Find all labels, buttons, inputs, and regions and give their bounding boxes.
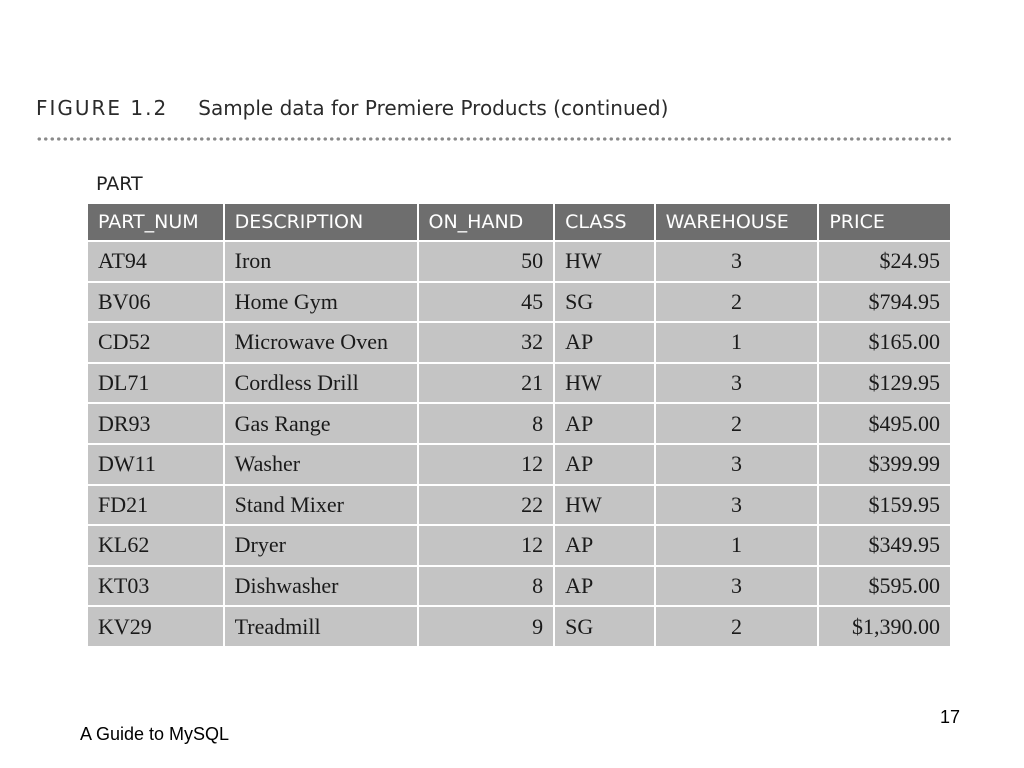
- cell-description: Microwave Oven: [224, 322, 418, 363]
- cell-warehouse: 2: [655, 282, 819, 323]
- table-body: [87, 241, 951, 647]
- cell-price: $495.00: [818, 403, 951, 444]
- cell-price: $349.95: [818, 525, 951, 566]
- table-row: [87, 241, 951, 282]
- cell-description: Cordless Drill: [224, 363, 418, 404]
- cell-warehouse: 3: [655, 444, 819, 485]
- cell-class: HW: [554, 241, 654, 282]
- cell-on-hand: 21: [418, 363, 555, 404]
- cell-class: SG: [554, 282, 654, 323]
- cell-part-num: KV29: [87, 606, 224, 647]
- cell-class: SG: [554, 606, 654, 647]
- cell-description: Iron: [224, 241, 418, 282]
- cell-price: $794.95: [818, 282, 951, 323]
- cell-part-num: DL71: [87, 363, 224, 404]
- cell-price: $159.95: [818, 485, 951, 526]
- cell-part-num: KL62: [87, 525, 224, 566]
- cell-warehouse: 3: [655, 485, 819, 526]
- column-header-part-num: PART_NUM: [87, 203, 224, 241]
- cell-part-num: DW11: [87, 444, 224, 485]
- cell-price: $129.95: [818, 363, 951, 404]
- cell-description: Gas Range: [224, 403, 418, 444]
- cell-price: $595.00: [818, 566, 951, 607]
- column-header-description: DESCRIPTION: [224, 203, 418, 241]
- part-table: [86, 202, 952, 648]
- table-row: [87, 525, 951, 566]
- column-header-on-hand: ON_HAND: [418, 203, 555, 241]
- table-row: [87, 444, 951, 485]
- table-row: [87, 403, 951, 444]
- cell-on-hand: 45: [418, 282, 555, 323]
- cell-warehouse: 3: [655, 566, 819, 607]
- dotted-divider: [36, 136, 954, 142]
- cell-class: HW: [554, 485, 654, 526]
- cell-price: $165.00: [818, 322, 951, 363]
- cell-class: HW: [554, 363, 654, 404]
- cell-price: $399.99: [818, 444, 951, 485]
- figure-header: [36, 96, 956, 128]
- cell-on-hand: 8: [418, 403, 555, 444]
- table-row: [87, 322, 951, 363]
- cell-warehouse: 2: [655, 403, 819, 444]
- table-title: PART: [96, 173, 143, 195]
- cell-class: AP: [554, 403, 654, 444]
- cell-price: $24.95: [818, 241, 951, 282]
- figure-caption: Sample data for Premiere Products (continued): [198, 96, 669, 120]
- column-header-warehouse: WAREHOUSE: [655, 203, 819, 241]
- cell-on-hand: 22: [418, 485, 555, 526]
- cell-on-hand: 12: [418, 444, 555, 485]
- cell-part-num: DR93: [87, 403, 224, 444]
- cell-part-num: AT94: [87, 241, 224, 282]
- cell-class: AP: [554, 566, 654, 607]
- cell-description: Washer: [224, 444, 418, 485]
- cell-part-num: FD21: [87, 485, 224, 526]
- column-header-class: CLASS: [554, 203, 654, 241]
- cell-description: Dishwasher: [224, 566, 418, 607]
- table-row: [87, 363, 951, 404]
- cell-part-num: KT03: [87, 566, 224, 607]
- cell-description: Stand Mixer: [224, 485, 418, 526]
- cell-class: AP: [554, 525, 654, 566]
- cell-description: Dryer: [224, 525, 418, 566]
- cell-class: AP: [554, 444, 654, 485]
- figure-label: FIGURE 1.2: [36, 96, 169, 120]
- cell-on-hand: 12: [418, 525, 555, 566]
- cell-on-hand: 9: [418, 606, 555, 647]
- cell-warehouse: 3: [655, 241, 819, 282]
- table-row: [87, 566, 951, 607]
- cell-description: Home Gym: [224, 282, 418, 323]
- column-header-price: PRICE: [818, 203, 951, 241]
- cell-on-hand: 8: [418, 566, 555, 607]
- cell-on-hand: 50: [418, 241, 555, 282]
- table-header-row: [87, 203, 951, 241]
- cell-part-num: BV06: [87, 282, 224, 323]
- table-row: [87, 606, 951, 647]
- cell-price: $1,390.00: [818, 606, 951, 647]
- cell-warehouse: 1: [655, 525, 819, 566]
- cell-warehouse: 1: [655, 322, 819, 363]
- page-number: 17: [940, 707, 961, 727]
- cell-part-num: CD52: [87, 322, 224, 363]
- cell-description: Treadmill: [224, 606, 418, 647]
- cell-warehouse: 3: [655, 363, 819, 404]
- cell-class: AP: [554, 322, 654, 363]
- footer-source: A Guide to MySQL: [80, 724, 230, 744]
- cell-warehouse: 2: [655, 606, 819, 647]
- table-row: [87, 485, 951, 526]
- cell-on-hand: 32: [418, 322, 555, 363]
- table-row: [87, 282, 951, 323]
